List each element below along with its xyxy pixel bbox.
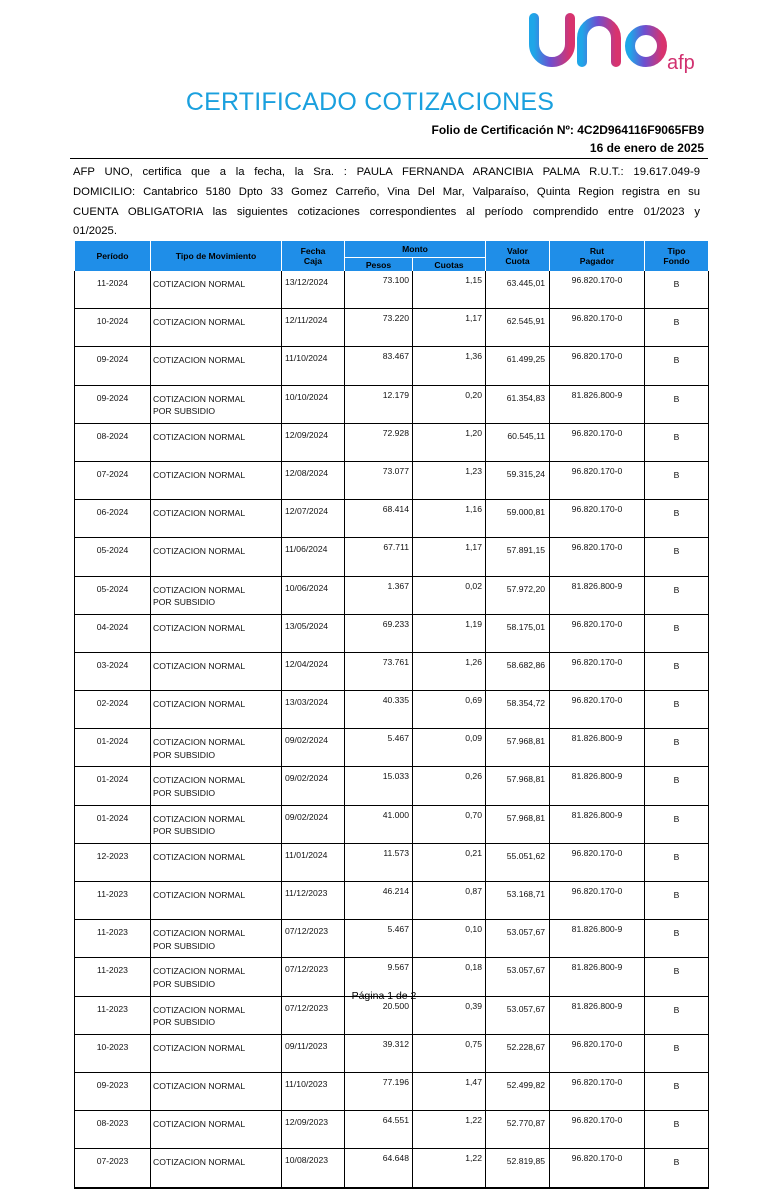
cell-rut-pagador: 81.826.800-9 bbox=[550, 576, 645, 614]
folio-number: Folio de Certificación Nº: 4C2D964116F9065FB9 bbox=[431, 123, 704, 137]
cell-fecha-caja: 10/08/2023 bbox=[282, 1149, 345, 1188]
cell-tipo-movimiento: COTIZACION NORMAL bbox=[151, 461, 282, 499]
cell-fecha-caja: 12/09/2023 bbox=[282, 1111, 345, 1149]
cell-monto-pesos: 64.551 bbox=[345, 1111, 413, 1149]
issue-date: 16 de enero de 2025 bbox=[589, 141, 704, 155]
cell-monto-cuotas: 1,36 bbox=[413, 347, 486, 385]
cell-monto-pesos: 40.335 bbox=[345, 691, 413, 729]
header-periodo: Período bbox=[75, 241, 151, 271]
cell-monto-cuotas: 1,17 bbox=[413, 309, 486, 347]
cell-tipo-fondo: B bbox=[645, 767, 709, 805]
cell-rut-pagador: 96.820.170-0 bbox=[550, 423, 645, 461]
intro-line: CUENTA OBLIGATORIA las siguientes cotizaciones correspondientes al período comprendido entre 01/2023 y bbox=[73, 205, 700, 218]
cell-monto-pesos: 72.928 bbox=[345, 423, 413, 461]
cell-valor-cuota: 58.175,01 bbox=[486, 614, 550, 652]
intro-line: AFP UNO, certifica que a la fecha, la Sra. : PAULA FERNANDA ARANCIBIA PALMA R.U.T.: 19.617.049-9 bbox=[73, 166, 700, 178]
cell-monto-cuotas: 0,39 bbox=[413, 996, 486, 1034]
cell-rut-pagador: 96.820.170-0 bbox=[550, 347, 645, 385]
intro-line: 01/2025. bbox=[73, 225, 117, 238]
cell-periodo: 08-2024 bbox=[75, 423, 151, 461]
cell-valor-cuota: 53.168,71 bbox=[486, 882, 550, 920]
cell-tipo-movimiento: COTIZACION NORMAL bbox=[151, 882, 282, 920]
cell-tipo-movimiento: COTIZACION NORMAL POR SUBSIDIO bbox=[151, 805, 282, 843]
cell-monto-pesos: 73.761 bbox=[345, 652, 413, 690]
cell-tipo-fondo: B bbox=[645, 309, 709, 347]
cell-rut-pagador: 81.826.800-9 bbox=[550, 958, 645, 996]
cell-fecha-caja: 09/02/2024 bbox=[282, 805, 345, 843]
table-row bbox=[75, 1034, 709, 1072]
table-row bbox=[75, 576, 709, 614]
cell-monto-cuotas: 0,09 bbox=[413, 729, 486, 767]
cell-fecha-caja: 10/06/2024 bbox=[282, 576, 345, 614]
cell-tipo-movimiento: COTIZACION NORMAL bbox=[151, 500, 282, 538]
cell-rut-pagador: 96.820.170-0 bbox=[550, 1072, 645, 1110]
cell-monto-cuotas: 0,10 bbox=[413, 920, 486, 958]
cell-monto-pesos: 73.077 bbox=[345, 461, 413, 499]
cell-periodo: 09-2024 bbox=[75, 347, 151, 385]
cell-periodo: 11-2023 bbox=[75, 920, 151, 958]
cell-monto-pesos: 83.467 bbox=[345, 347, 413, 385]
cell-monto-cuotas: 1,15 bbox=[413, 271, 486, 309]
cell-tipo-fondo: B bbox=[645, 1072, 709, 1110]
cell-monto-pesos: 73.220 bbox=[345, 309, 413, 347]
cell-fecha-caja: 09/11/2023 bbox=[282, 1034, 345, 1072]
cell-valor-cuota: 63.445,01 bbox=[486, 271, 550, 309]
cell-tipo-fondo: B bbox=[645, 614, 709, 652]
table-row bbox=[75, 423, 709, 461]
cell-periodo: 11-2024 bbox=[75, 271, 151, 309]
cell-tipo-fondo: B bbox=[645, 1149, 709, 1188]
cell-tipo-fondo: B bbox=[645, 500, 709, 538]
cell-fecha-caja: 12/04/2024 bbox=[282, 652, 345, 690]
cell-periodo: 01-2024 bbox=[75, 805, 151, 843]
cell-fecha-caja: 09/02/2024 bbox=[282, 767, 345, 805]
cell-monto-cuotas: 0,18 bbox=[413, 958, 486, 996]
cell-monto-pesos: 69.233 bbox=[345, 614, 413, 652]
table-row bbox=[75, 805, 709, 843]
cell-tipo-fondo: B bbox=[645, 958, 709, 996]
cell-monto-cuotas: 1,19 bbox=[413, 614, 486, 652]
cell-monto-pesos: 20.500 bbox=[345, 996, 413, 1034]
header-monto: Monto bbox=[345, 241, 486, 258]
cell-fecha-caja: 11/01/2024 bbox=[282, 843, 345, 881]
page-title: CERTIFICADO COTIZACIONES bbox=[185, 88, 555, 116]
cell-periodo: 08-2023 bbox=[75, 1111, 151, 1149]
cell-monto-cuotas: 1,47 bbox=[413, 1072, 486, 1110]
cell-valor-cuota: 52.499,82 bbox=[486, 1072, 550, 1110]
cell-valor-cuota: 59.315,24 bbox=[486, 461, 550, 499]
cell-periodo: 07-2023 bbox=[75, 1149, 151, 1188]
cell-fecha-caja: 07/12/2023 bbox=[282, 958, 345, 996]
cell-fecha-caja: 07/12/2023 bbox=[282, 996, 345, 1034]
cell-rut-pagador: 81.826.800-9 bbox=[550, 996, 645, 1034]
table-row bbox=[75, 652, 709, 690]
cell-periodo: 09-2023 bbox=[75, 1072, 151, 1110]
cell-tipo-fondo: B bbox=[645, 729, 709, 767]
cell-fecha-caja: 13/12/2024 bbox=[282, 271, 345, 309]
table-row bbox=[75, 309, 709, 347]
cell-monto-cuotas: 0,69 bbox=[413, 691, 486, 729]
header-pesos: Pesos bbox=[345, 258, 413, 272]
cell-rut-pagador: 96.820.170-0 bbox=[550, 691, 645, 729]
cell-monto-cuotas: 1,22 bbox=[413, 1111, 486, 1149]
cell-valor-cuota: 59.000,81 bbox=[486, 500, 550, 538]
cell-valor-cuota: 53.057,67 bbox=[486, 958, 550, 996]
cell-monto-cuotas: 1,23 bbox=[413, 461, 486, 499]
table-row bbox=[75, 347, 709, 385]
cell-rut-pagador: 96.820.170-0 bbox=[550, 843, 645, 881]
cell-monto-pesos: 15.033 bbox=[345, 767, 413, 805]
cell-tipo-movimiento: COTIZACION NORMAL POR SUBSIDIO bbox=[151, 385, 282, 423]
uno-afp-logo bbox=[526, 12, 706, 74]
cell-periodo: 10-2024 bbox=[75, 309, 151, 347]
table-row bbox=[75, 461, 709, 499]
cell-monto-pesos: 64.648 bbox=[345, 1149, 413, 1188]
cell-rut-pagador: 96.820.170-0 bbox=[550, 614, 645, 652]
cell-periodo: 05-2024 bbox=[75, 576, 151, 614]
table-row bbox=[75, 882, 709, 920]
cell-tipo-fondo: B bbox=[645, 423, 709, 461]
cell-monto-cuotas: 0,20 bbox=[413, 385, 486, 423]
cell-monto-cuotas: 0,75 bbox=[413, 1034, 486, 1072]
cell-periodo: 10-2023 bbox=[75, 1034, 151, 1072]
cell-tipo-fondo: B bbox=[645, 652, 709, 690]
cell-valor-cuota: 57.972,20 bbox=[486, 576, 550, 614]
cell-fecha-caja: 12/07/2024 bbox=[282, 500, 345, 538]
cell-rut-pagador: 96.820.170-0 bbox=[550, 1111, 645, 1149]
cell-periodo: 01-2024 bbox=[75, 729, 151, 767]
cell-monto-pesos: 5.467 bbox=[345, 920, 413, 958]
cell-periodo: 01-2024 bbox=[75, 767, 151, 805]
cell-valor-cuota: 53.057,67 bbox=[486, 996, 550, 1034]
cell-tipo-movimiento: COTIZACION NORMAL bbox=[151, 843, 282, 881]
cell-rut-pagador: 96.820.170-0 bbox=[550, 1149, 645, 1188]
cell-fecha-caja: 09/02/2024 bbox=[282, 729, 345, 767]
cell-monto-cuotas: 1,17 bbox=[413, 538, 486, 576]
cell-tipo-fondo: B bbox=[645, 1034, 709, 1072]
cell-rut-pagador: 96.820.170-0 bbox=[550, 461, 645, 499]
cell-rut-pagador: 96.820.170-0 bbox=[550, 538, 645, 576]
cell-rut-pagador: 96.820.170-0 bbox=[550, 652, 645, 690]
cell-tipo-movimiento: COTIZACION NORMAL bbox=[151, 691, 282, 729]
cell-fecha-caja: 07/12/2023 bbox=[282, 920, 345, 958]
cell-monto-cuotas: 0,21 bbox=[413, 843, 486, 881]
table-row bbox=[75, 1111, 709, 1149]
cell-monto-pesos: 41.000 bbox=[345, 805, 413, 843]
cell-monto-pesos: 73.100 bbox=[345, 271, 413, 309]
cell-monto-pesos: 12.179 bbox=[345, 385, 413, 423]
table-row bbox=[75, 729, 709, 767]
cell-tipo-movimiento: COTIZACION NORMAL bbox=[151, 271, 282, 309]
cell-rut-pagador: 81.826.800-9 bbox=[550, 767, 645, 805]
cell-tipo-movimiento: COTIZACION NORMAL bbox=[151, 1149, 282, 1188]
cell-monto-cuotas: 0,70 bbox=[413, 805, 486, 843]
cell-tipo-movimiento: COTIZACION NORMAL bbox=[151, 347, 282, 385]
cell-valor-cuota: 57.968,81 bbox=[486, 729, 550, 767]
cell-fecha-caja: 13/03/2024 bbox=[282, 691, 345, 729]
cell-fecha-caja: 11/10/2023 bbox=[282, 1072, 345, 1110]
cell-rut-pagador: 81.826.800-9 bbox=[550, 385, 645, 423]
cell-monto-pesos: 77.196 bbox=[345, 1072, 413, 1110]
cell-tipo-fondo: B bbox=[645, 538, 709, 576]
table-row bbox=[75, 691, 709, 729]
cell-tipo-movimiento: COTIZACION NORMAL bbox=[151, 538, 282, 576]
cell-valor-cuota: 52.770,87 bbox=[486, 1111, 550, 1149]
cell-rut-pagador: 96.820.170-0 bbox=[550, 271, 645, 309]
header-valor-cuota: Valor Cuota bbox=[486, 241, 550, 271]
cell-valor-cuota: 60.545,11 bbox=[486, 423, 550, 461]
cell-valor-cuota: 57.968,81 bbox=[486, 805, 550, 843]
cell-tipo-movimiento: COTIZACION NORMAL bbox=[151, 309, 282, 347]
header-tipo-movimiento: Tipo de Movimiento bbox=[151, 241, 282, 271]
cell-tipo-movimiento: COTIZACION NORMAL POR SUBSIDIO bbox=[151, 576, 282, 614]
cell-rut-pagador: 96.820.170-0 bbox=[550, 882, 645, 920]
cell-rut-pagador: 81.826.800-9 bbox=[550, 805, 645, 843]
cell-tipo-fondo: B bbox=[645, 347, 709, 385]
table-row bbox=[75, 767, 709, 805]
cell-tipo-fondo: B bbox=[645, 385, 709, 423]
cell-monto-pesos: 11.573 bbox=[345, 843, 413, 881]
cell-fecha-caja: 12/11/2024 bbox=[282, 309, 345, 347]
cell-valor-cuota: 52.819,85 bbox=[486, 1149, 550, 1188]
table-row bbox=[75, 843, 709, 881]
cell-fecha-caja: 11/12/2023 bbox=[282, 882, 345, 920]
cell-monto-cuotas: 1,20 bbox=[413, 423, 486, 461]
cell-periodo: 09-2024 bbox=[75, 385, 151, 423]
divider bbox=[70, 158, 708, 159]
cell-valor-cuota: 52.228,67 bbox=[486, 1034, 550, 1072]
cell-periodo: 11-2023 bbox=[75, 882, 151, 920]
table-row bbox=[75, 538, 709, 576]
cell-rut-pagador: 96.820.170-0 bbox=[550, 309, 645, 347]
header-rut-pagador: Rut Pagador bbox=[550, 241, 645, 271]
cell-tipo-movimiento: COTIZACION NORMAL bbox=[151, 1072, 282, 1110]
cell-tipo-movimiento: COTIZACION NORMAL bbox=[151, 1111, 282, 1149]
cell-valor-cuota: 58.682,86 bbox=[486, 652, 550, 690]
cell-monto-pesos: 39.312 bbox=[345, 1034, 413, 1072]
cell-tipo-fondo: B bbox=[645, 996, 709, 1034]
table-row bbox=[75, 1072, 709, 1110]
intro-paragraph bbox=[73, 163, 700, 242]
cell-periodo: 05-2024 bbox=[75, 538, 151, 576]
cell-tipo-fondo: B bbox=[645, 920, 709, 958]
intro-line: DOMICILIO: Cantabrico 5180 Dpto 33 Gomez Carreño, Vina Del Mar, Valparaíso, Quinta Region registra en su bbox=[73, 185, 700, 198]
cell-tipo-movimiento: COTIZACION NORMAL bbox=[151, 652, 282, 690]
cell-monto-pesos: 1.367 bbox=[345, 576, 413, 614]
table-row bbox=[75, 500, 709, 538]
cell-fecha-caja: 11/06/2024 bbox=[282, 538, 345, 576]
cell-tipo-movimiento: COTIZACION NORMAL bbox=[151, 1034, 282, 1072]
header-fecha-caja: Fecha Caja bbox=[282, 241, 345, 271]
folio-block bbox=[432, 121, 704, 157]
cell-rut-pagador: 96.820.170-0 bbox=[550, 1034, 645, 1072]
cell-tipo-fondo: B bbox=[645, 1111, 709, 1149]
cell-fecha-caja: 10/10/2024 bbox=[282, 385, 345, 423]
cell-tipo-fondo: B bbox=[645, 882, 709, 920]
cell-periodo: 06-2024 bbox=[75, 500, 151, 538]
cell-tipo-fondo: B bbox=[645, 576, 709, 614]
cell-valor-cuota: 58.354,72 bbox=[486, 691, 550, 729]
cell-monto-pesos: 9.567 bbox=[345, 958, 413, 996]
cell-fecha-caja: 12/08/2024 bbox=[282, 461, 345, 499]
cell-periodo: 12-2023 bbox=[75, 843, 151, 881]
cell-periodo: 07-2024 bbox=[75, 461, 151, 499]
cell-tipo-fondo: B bbox=[645, 461, 709, 499]
cell-monto-pesos: 5.467 bbox=[345, 729, 413, 767]
cell-tipo-fondo: B bbox=[645, 805, 709, 843]
cell-valor-cuota: 62.545,91 bbox=[486, 309, 550, 347]
cell-tipo-movimiento: COTIZACION NORMAL POR SUBSIDIO bbox=[151, 767, 282, 805]
cell-fecha-caja: 12/09/2024 bbox=[282, 423, 345, 461]
cell-tipo-movimiento: COTIZACION NORMAL POR SUBSIDIO bbox=[151, 958, 282, 996]
cell-tipo-fondo: B bbox=[645, 691, 709, 729]
cell-tipo-fondo: B bbox=[645, 843, 709, 881]
cell-monto-pesos: 68.414 bbox=[345, 500, 413, 538]
cell-fecha-caja: 11/10/2024 bbox=[282, 347, 345, 385]
cell-valor-cuota: 61.499,25 bbox=[486, 347, 550, 385]
cell-monto-cuotas: 0,87 bbox=[413, 882, 486, 920]
table-row bbox=[75, 271, 709, 309]
cell-fecha-caja: 13/05/2024 bbox=[282, 614, 345, 652]
cell-periodo: 11-2023 bbox=[75, 996, 151, 1034]
table-row bbox=[75, 614, 709, 652]
cell-tipo-movimiento: COTIZACION NORMAL POR SUBSIDIO bbox=[151, 729, 282, 767]
cell-valor-cuota: 57.891,15 bbox=[486, 538, 550, 576]
cell-tipo-movimiento: COTIZACION NORMAL bbox=[151, 614, 282, 652]
cell-tipo-movimiento: COTIZACION NORMAL POR SUBSIDIO bbox=[151, 996, 282, 1034]
table-row bbox=[75, 920, 709, 958]
cell-monto-cuotas: 1,22 bbox=[413, 1149, 486, 1188]
cell-periodo: 04-2024 bbox=[75, 614, 151, 652]
table-row bbox=[75, 385, 709, 423]
cell-monto-cuotas: 1,16 bbox=[413, 500, 486, 538]
table-row bbox=[75, 1149, 709, 1188]
cell-valor-cuota: 53.057,67 bbox=[486, 920, 550, 958]
cell-rut-pagador: 96.820.170-0 bbox=[550, 500, 645, 538]
cell-periodo: 03-2024 bbox=[75, 652, 151, 690]
cell-rut-pagador: 81.826.800-9 bbox=[550, 920, 645, 958]
header-tipo-fondo: Tipo Fondo bbox=[645, 241, 709, 271]
logo-suffix-text: afp bbox=[667, 52, 695, 74]
cell-tipo-movimiento: COTIZACION NORMAL POR SUBSIDIO bbox=[151, 920, 282, 958]
cell-tipo-fondo: B bbox=[645, 271, 709, 309]
cell-valor-cuota: 57.968,81 bbox=[486, 767, 550, 805]
cell-monto-pesos: 67.711 bbox=[345, 538, 413, 576]
cell-rut-pagador: 81.826.800-9 bbox=[550, 729, 645, 767]
cell-monto-cuotas: 0,26 bbox=[413, 767, 486, 805]
page-number: Página 1 de 2 bbox=[351, 990, 417, 1002]
cell-valor-cuota: 61.354,83 bbox=[486, 385, 550, 423]
cell-tipo-movimiento: COTIZACION NORMAL bbox=[151, 423, 282, 461]
header-cuotas: Cuotas bbox=[413, 258, 486, 272]
cell-periodo: 02-2024 bbox=[75, 691, 151, 729]
cell-monto-pesos: 46.214 bbox=[345, 882, 413, 920]
cell-periodo: 11-2023 bbox=[75, 958, 151, 996]
cell-valor-cuota: 55.051,62 bbox=[486, 843, 550, 881]
cell-monto-cuotas: 1,26 bbox=[413, 652, 486, 690]
contributions-table bbox=[74, 241, 709, 1189]
cell-monto-cuotas: 0,02 bbox=[413, 576, 486, 614]
